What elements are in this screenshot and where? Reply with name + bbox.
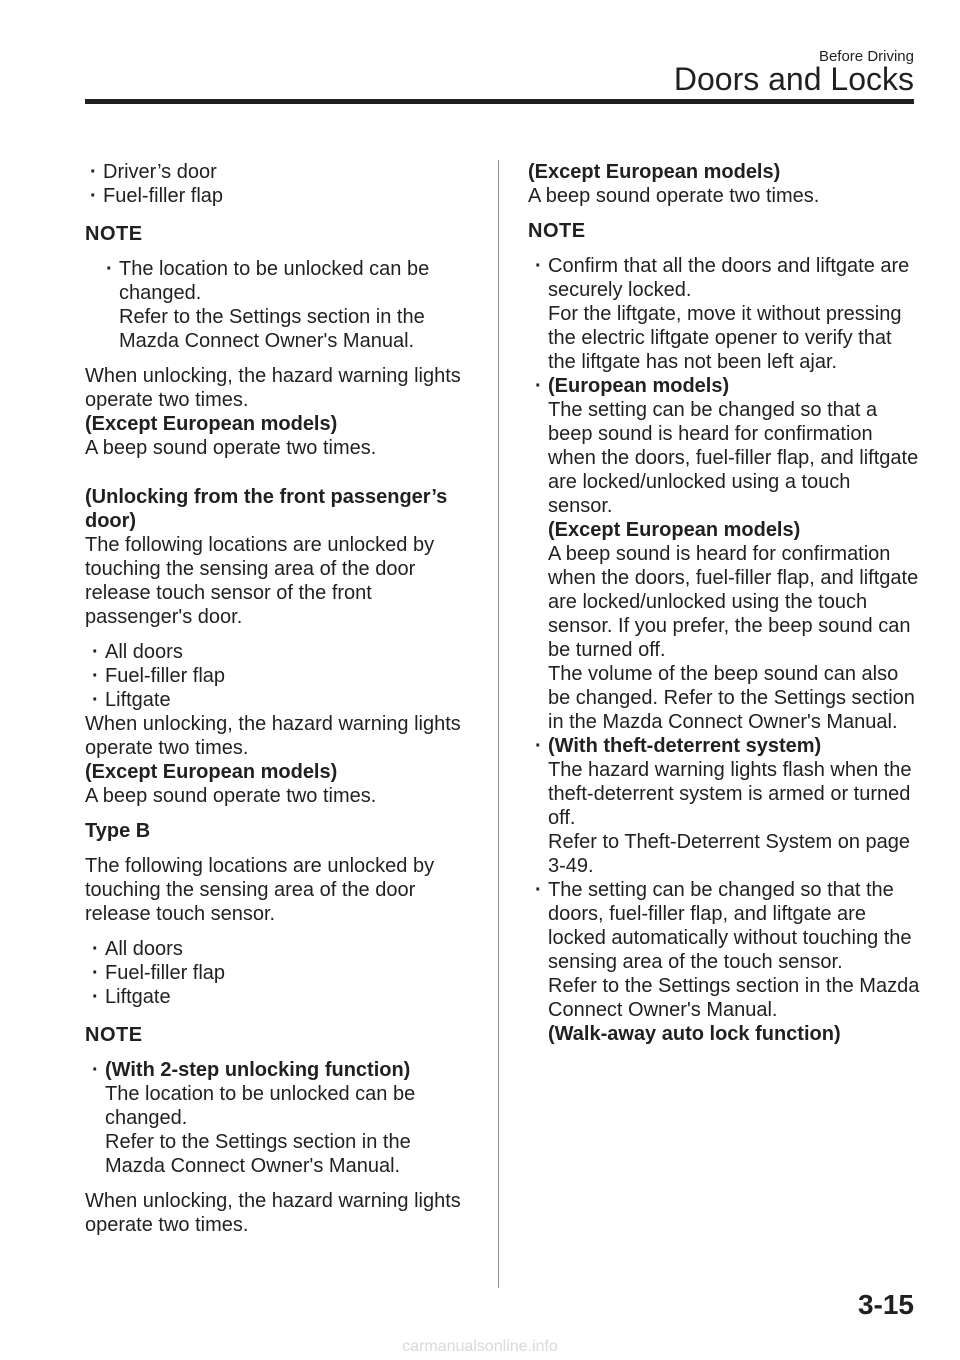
page-number: 3-15 [857,1289,914,1320]
paragraph: A beep sound operate two times. [85,785,377,807]
paragraph: When unlocking, the hazard warning lights operate two times. [85,365,461,411]
paragraph: When unlocking, the hazard warning lights operate two times. [85,1190,461,1236]
note-item [530,374,920,734]
list-item: · Fuel-filler flap [87,961,470,985]
note-item [101,257,470,353]
note-item-text: The setting can be changed so that the doors, fuel-filler flap, and liftgate are locked automatically without touching the sensing area of the touch sensor. Refer to the Settings section in the Mazda Connect Owner's Manual. [548,879,920,1021]
note-item [530,254,920,374]
page-header [0,0,960,110]
region-label: (Except European models) [528,161,781,183]
watermark: carmanualsonline.info [402,1338,558,1355]
passenger-locations-list [87,640,470,712]
list-item: · Driver’s door [85,160,470,184]
note-label: NOTE [85,1024,143,1046]
list-item: · Liftgate [87,985,470,1009]
paragraph: A beep sound operate two times. [528,185,820,207]
note-list [101,257,470,353]
header-rule [85,99,914,104]
column-divider [498,160,499,1288]
note-list [87,1058,470,1178]
paragraph: When unlocking, the hazard warning lights operate two times. [85,713,461,759]
note-label: NOTE [85,223,143,245]
note-item-text: The location to be unlocked can be changed. Refer to the Settings section in the Mazda Connect Owner's Manual. [105,1083,416,1177]
region-label: (Except European models) [85,413,338,435]
note-list [530,254,920,1046]
note-item [530,734,920,878]
list-item: · Fuel-filler flap [85,184,470,208]
list-item: · Fuel-filler flap [87,664,470,688]
note-item-text: The location to be unlocked can be changed. Refer to the Settings section in the Mazda Connect Owner's Manual. [119,258,430,352]
list-item: · All doors [87,640,470,664]
paragraph: A beep sound operate two times. [85,437,377,459]
type-b-locations-list [87,937,470,1009]
left-column [85,160,470,1237]
paragraph: The following locations are unlocked by touching the sensing area of the door release touch sensor of the front passenger's door. [85,534,435,628]
note-item-text: The setting can be changed so that a beep sound is heard for confirmation when the doors, fuel-filler flap, and liftgate are locked/unlocked using a touch sensor. [548,399,919,517]
subsection-heading: (Unlocking from the front passenger’s door) [85,486,448,532]
paragraph: The following locations are unlocked by touching the sensing area of the door release touch sensor. [85,855,435,925]
note-item-heading: (European models) [548,375,730,397]
list-item: · All doors [87,937,470,961]
note-item-heading: (Walk-away auto lock function) [548,1023,841,1045]
note-item [87,1058,470,1178]
section-label: Before Driving [818,48,914,65]
chapter-title: Doors and Locks [673,61,914,97]
type-b-heading: Type B [85,820,151,842]
list-item: · Liftgate [87,688,470,712]
note-item-heading: (With 2-step unlocking function) [105,1059,411,1081]
note-item-heading: (With theft-deterrent system) [548,735,822,757]
note-item-text: Confirm that all the doors and liftgate are securely locked. For the liftgate, move it without pressing the electric liftgate opener to verify that the liftgate has not been left ajar. [548,255,910,373]
right-column [528,160,920,1046]
note-item-text: The hazard warning lights flash when the theft-deterrent system is armed or turned off. Refer to Theft-Deterrent System on page 3-49. [548,759,912,877]
note-item-text: A beep sound is heard for confirmation when the doors, fuel-filler flap, and liftgate are locked/unlocked using the touch sensor. If you prefer, the beep sound can be turned off. The volume of the beep sound can also be changed. Refer to the Settings section in the Mazda Connect Owner's Manual. [548,543,919,733]
intro-locations-list [85,160,470,208]
note-item-heading: (Except European models) [548,519,801,541]
region-label: (Except European models) [85,761,338,783]
note-label: NOTE [528,220,586,242]
note-item [530,878,920,1046]
